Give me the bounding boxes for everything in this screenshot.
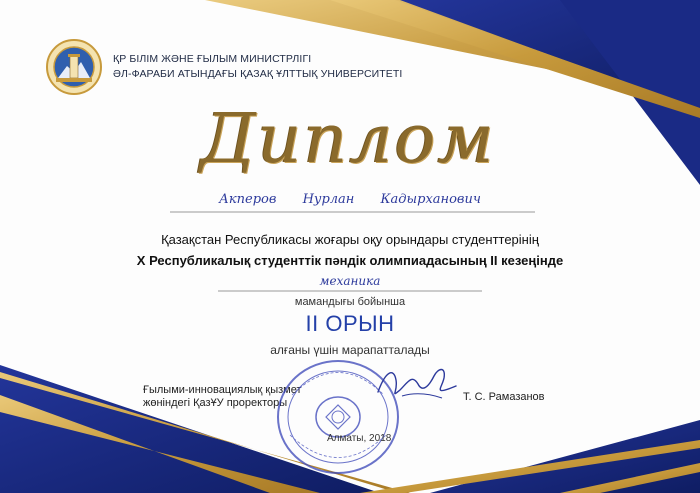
recipient-name: Акперов Нурлан Кадырханович xyxy=(219,192,481,207)
signatory-position-line-2: жөніндегі ҚазҰУ проректоры xyxy=(143,397,288,409)
ministry-name: ҚР БІЛІМ ЖӘНЕ ҒЫЛЫМ МИНИСТРЛІГІ xyxy=(113,53,312,65)
specialty-value: механика xyxy=(319,274,381,288)
specialty-note: мамандығы бойынша xyxy=(294,296,406,308)
university-emblem-icon xyxy=(45,38,103,96)
place-award: II ОРЫН xyxy=(305,311,395,336)
signatory-name: Т. С. Рамазанов xyxy=(463,391,545,403)
handwritten-signature xyxy=(372,362,462,406)
awarded-text: алғаны үшін марапатталады xyxy=(270,343,430,357)
university-name: ӘЛ-ФАРАБИ АТЫНДАҒЫ ҚАЗАҚ ҰЛТТЫҚ УНИВЕРСИТЕТІ xyxy=(113,68,403,80)
diploma-title: Диплом xyxy=(200,100,496,179)
city-year: Алматы, 2018 xyxy=(327,433,392,444)
signatory-position-line-1: Ғылыми-инновациялық қызмет xyxy=(143,384,302,396)
competition-line-1: Қазақстан Республикасы жоғары оқу орындары студенттерінің xyxy=(161,232,539,247)
competition-line-2: X Республикалық студенттік пәндік олимпиадасының II кезеңінде xyxy=(136,253,564,268)
